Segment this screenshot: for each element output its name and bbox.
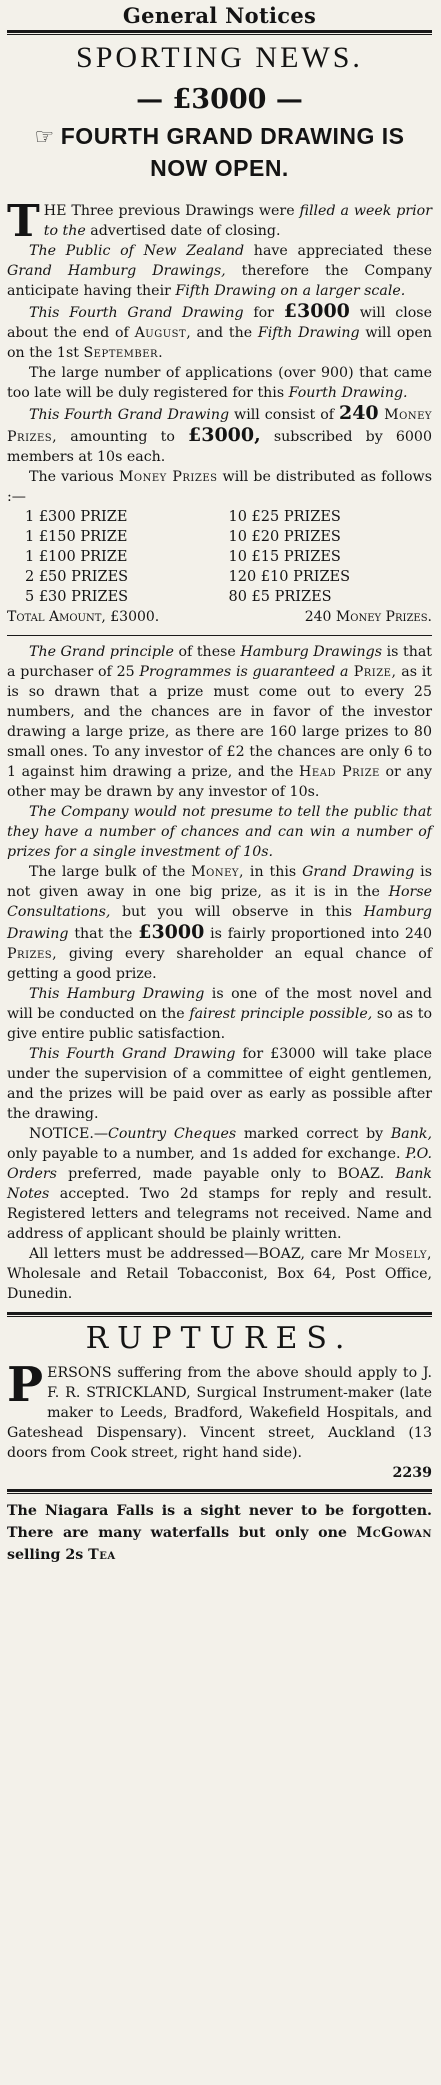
ad-amount: — £3000 —: [136, 84, 303, 115]
ad-paragraph-6: The various Money Prizes will be distributed as follows :—: [7, 469, 432, 505]
prize-entry: 2 £50 PRIZES: [25, 569, 129, 585]
prize-entry: 5 £30 PRIZES: [25, 589, 129, 605]
prize-entry: 120 £10 PRIZES: [228, 569, 351, 585]
prize-entry: 1 £300 PRIZE: [25, 509, 128, 525]
ad-paragraph-1: THE Three previous Drawings were filled a week prior to the advertised date of closing.: [7, 196, 432, 247]
prize-entry: 1 £100 PRIZE: [25, 549, 128, 565]
prize-entry: 10 £15 PRIZES: [228, 549, 341, 565]
divider: [7, 635, 432, 636]
ad-paragraph-8: The Company would not presume to tell the public that they have a number of chances and can win a number of prizes for a single investment of 10s.: [7, 804, 432, 860]
ad-headline: ☞ FOURTH GRAND DRAWING IS NOW OPEN.: [34, 123, 405, 181]
ad-paragraph-4: The large number of applications (over 900) that came too late will be duly registered for this Fourth Drawing.: [7, 365, 432, 401]
prize-entry: 10 £20 PRIZES: [228, 529, 341, 545]
prize-list: [7, 507, 432, 607]
sporting-news-advertisement: [7, 35, 432, 1304]
ruptures-advertisement: [7, 1317, 432, 1483]
prize-entry: 80 £5 PRIZES: [228, 589, 332, 605]
pointing-hand-icon: ☞: [34, 125, 55, 150]
ad-paragraph-11: This Fourth Grand Drawing for £3000 will take place under the supervision of a committee of eight gentlemen, and the prizes will be paid over as early as possible after the drawing.: [7, 1046, 432, 1122]
prize-entry: 10 £25 PRIZES: [228, 509, 341, 525]
ad-paragraph-10: This Hamburg Drawing is one of the most novel and will be conducted on the fairest principle possible, so as to give entire public satisfaction.: [7, 986, 432, 1042]
ad-paragraph-2: The Public of New Zealand have appreciated these Grand Hamburg Drawings, therefore the Company anticipate having their Fifth Drawing on a larger scale.: [7, 243, 432, 299]
mcgowan-tea-notice: The Niagara Falls is a sight never to be forgotten. There are many waterfalls but only one McGowan selling 2s Tea: [7, 1503, 432, 1563]
prize-total: Total Amount, £3000. 240 Money Prizes.: [7, 609, 432, 625]
ad-paragraph-7: The Grand principle of these Hamburg Drawings is that a purchaser of 25 Programmes is guaranteed a Prize, as it is so drawn that a prize must come out to every 25 numbers, and the chances are in favor of the investor drawing a large prize, as there are 160 large prizes to 80 small ones. To any investor of £2 the chances are only 6 to 1 against him drawing a prize, and the Head Prize or any other may be drawn by any investor of 10s.: [7, 644, 433, 800]
ad-body: [7, 196, 433, 1304]
ad-title: SPORTING NEWS.: [76, 41, 363, 74]
drop-cap: T: [7, 196, 40, 247]
ad-paragraph-13: All letters must be addressed—BOAZ, care Mr Mosely, Wholesale and Retail Tobacconist, Box 64, Post Office, Dunedin.: [7, 1246, 432, 1302]
ad-paragraph-3: This Fourth Grand Drawing for £3000 will close about the end of August, and the Fifth Drawing will open on the 1st September.: [7, 300, 433, 361]
ruptures-title: RUPTURES.: [85, 1321, 354, 1356]
prize-entry: 1 £150 PRIZE: [25, 529, 128, 545]
ad-paragraph-12: NOTICE.—Country Cheques marked correct by Bank, only payable to a number, and 1s added for exchange. P.O. Orders preferred, made payable only to BOAZ. Bank Notes accepted. Two 2d stamps for reply and result. Registered letters and telegrams not received. Name and address of applicant should be plainly written.: [7, 1126, 432, 1242]
ad-paragraph-9: The large bulk of the Money, in this Grand Drawing is not given away in one big prize, as it is in the Horse Consultations, but you will observe in this Hamburg Drawing that the £3000 is fairly proportioned into 240 Prizes, giving every shareholder an equal chance of getting a good prize.: [7, 864, 433, 982]
ruptures-body: PERSONS suffering from the above should apply to J. F. R. STRICKLAND, Surgical Instrument-maker (late maker to Leeds, Bradford, Wakefield Hospitals, and Gateshead Dispensary). Vincent street, Auckland (13 doors from Cook street, right hand side). 2239: [7, 1357, 432, 1481]
ad-number: 2239: [392, 1465, 432, 1481]
ad-paragraph-5: This Fourth Grand Drawing will consist of 240 Money Prizes, amounting to £3000, subscribed by 6000 members at 10s each.: [7, 402, 433, 465]
drop-cap: P: [7, 1357, 44, 1413]
section-double-rule: [7, 1489, 432, 1494]
section-header: General Notices: [122, 3, 317, 28]
